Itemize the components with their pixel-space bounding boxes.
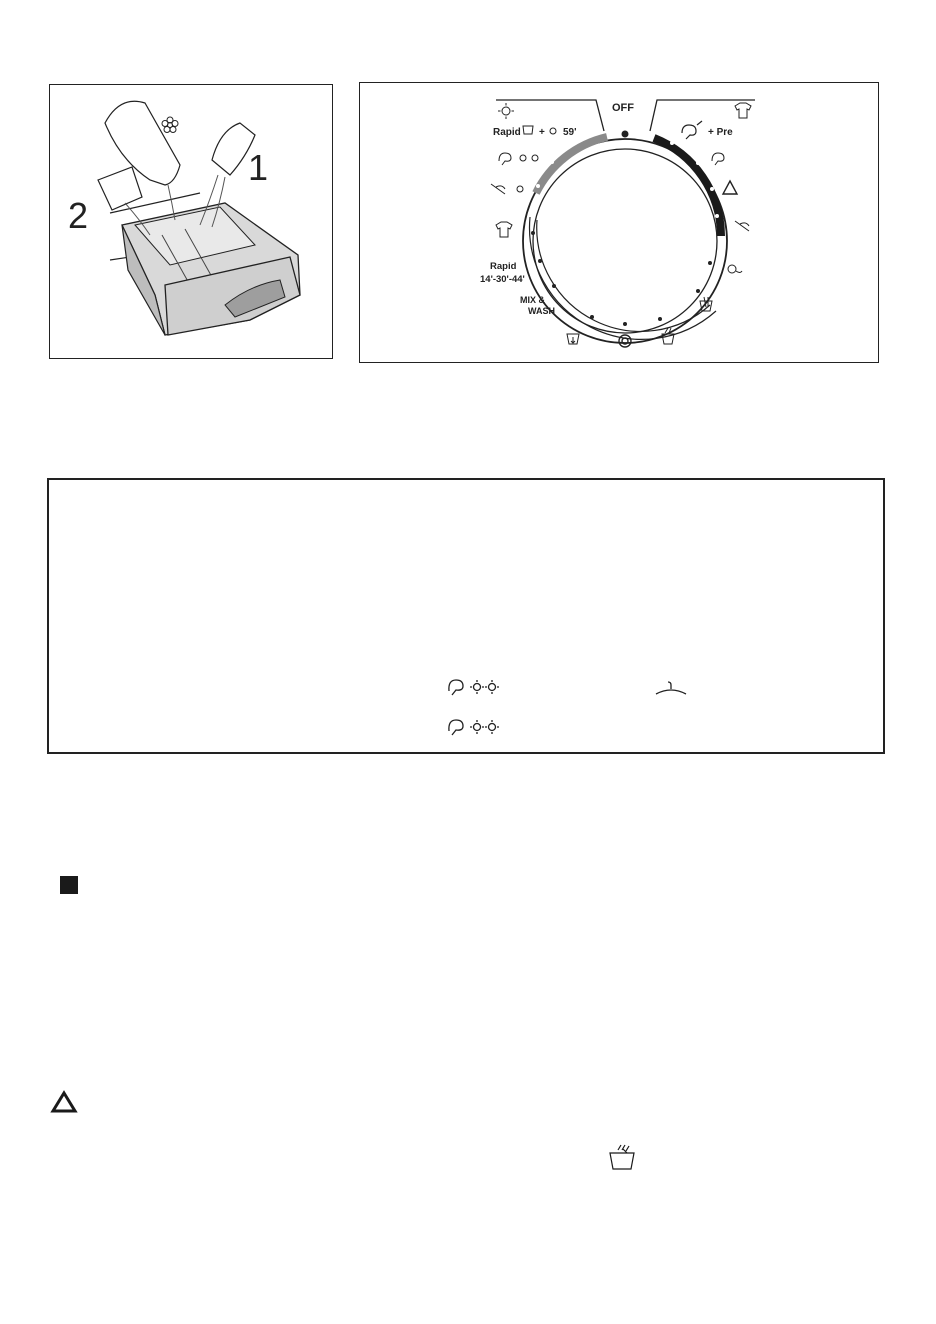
program-dial [360, 83, 878, 362]
shirt-small-icon [496, 222, 512, 237]
info-box [47, 478, 885, 754]
mix-label: MIX & [520, 295, 546, 305]
rapid-short-label: Rapid [490, 261, 517, 272]
wash-label: WASH [528, 306, 555, 316]
rapid-59-label-a: Rapid [493, 127, 521, 138]
drain-icon [567, 334, 579, 344]
gray-program-arc [536, 137, 607, 193]
hanger-icon [654, 680, 688, 698]
rapid-59-label-b: + [539, 127, 545, 138]
shirt-icon [735, 103, 751, 118]
off-label: OFF [612, 102, 634, 114]
cotton-icon [712, 153, 724, 165]
dispenser-illustration [49, 84, 333, 359]
pre-label: + Pre [708, 127, 733, 138]
rinse-icon [607, 1143, 637, 1171]
triangle-marker-icon [50, 1090, 78, 1114]
rapid-sun-icon [550, 128, 556, 134]
program-dial-panel [359, 82, 879, 363]
cotton-pre-icon [682, 121, 702, 139]
cotton-two-suns-icon [499, 153, 538, 165]
dispenser-drawing [50, 85, 332, 358]
black-program-arc [654, 138, 721, 236]
feather-icon [735, 221, 749, 231]
spin-icon [619, 335, 631, 347]
rapid-59-label-c: 59' [563, 127, 577, 138]
compartment-2-label: 2 [68, 195, 89, 236]
compartment-1-label: 1 [248, 147, 269, 188]
wool-icon [728, 265, 742, 273]
lower-arc-inner [537, 220, 710, 331]
square-marker-icon [60, 876, 78, 894]
synthetic-triangle-icon [723, 181, 737, 194]
delicate-feather-icon [491, 184, 523, 194]
cotton-two-suns-icon [444, 676, 504, 698]
softener-flower-icon [162, 117, 178, 133]
rapid-times-label: 14'-30'-44' [480, 274, 525, 285]
off-dot [622, 131, 629, 138]
rapid-tub-icon [523, 126, 533, 134]
cotton-two-suns-icon [444, 716, 504, 738]
sun-icon [498, 103, 514, 119]
